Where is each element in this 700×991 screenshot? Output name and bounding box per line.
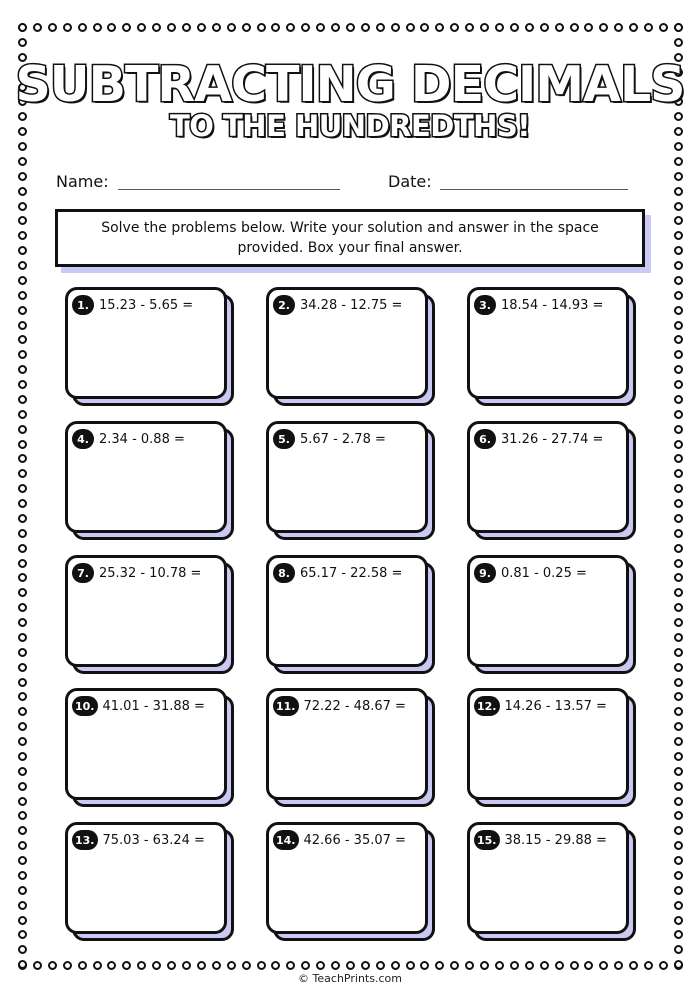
border-dot: [406, 23, 415, 32]
border-dot: [18, 350, 27, 359]
border-dot: [674, 454, 683, 463]
problem-number-badge: 3.: [474, 295, 496, 315]
border-dot: [18, 469, 27, 478]
border-dot: [18, 811, 27, 820]
problem-number-badge: 10.: [72, 696, 98, 716]
problem-number-badge: 6.: [474, 429, 496, 449]
border-dot: [331, 23, 340, 32]
border-dot: [18, 202, 27, 211]
border-dot: [18, 276, 27, 285]
border-dot: [674, 648, 683, 657]
problem-header: [273, 429, 386, 449]
answer-box[interactable]: [467, 421, 629, 533]
problem-number-badge: 4.: [72, 429, 94, 449]
border-dot: [674, 410, 683, 419]
worksheet-title: SUBTRACTING DECIMALS: [15, 56, 685, 113]
border-dot: [674, 514, 683, 523]
border-dot: [18, 157, 27, 166]
border-dot: [674, 930, 683, 939]
border-dot: [570, 23, 579, 32]
border-dot: [674, 187, 683, 196]
border-dot: [674, 707, 683, 716]
answer-box[interactable]: [266, 421, 428, 533]
border-dot: [674, 335, 683, 344]
problem-header: [72, 295, 193, 315]
border-dot: [674, 767, 683, 776]
answer-box[interactable]: [266, 555, 428, 667]
border-dot: [18, 618, 27, 627]
border-dot: [540, 961, 549, 970]
border-dot: [18, 960, 27, 969]
border-dot: [18, 38, 27, 47]
border-dot: [346, 23, 355, 32]
problem-header: [72, 696, 205, 716]
border-dot: [137, 23, 146, 32]
problem-header: [273, 830, 406, 850]
date-label: Date:: [388, 172, 432, 191]
border-dot: [614, 23, 623, 32]
border-dot: [18, 678, 27, 687]
border-dot: [152, 961, 161, 970]
problem-number-badge: 13.: [72, 830, 98, 850]
problem-card: [65, 421, 235, 541]
border-dot: [18, 425, 27, 434]
border-dot: [18, 261, 27, 270]
border-dot: [674, 945, 683, 954]
problem-card: [65, 287, 235, 407]
problem-expression: 42.66 - 35.07 =: [303, 832, 406, 848]
border-dot: [18, 335, 27, 344]
border-dot: [480, 961, 489, 970]
border-dot: [629, 23, 638, 32]
border-dot: [18, 23, 27, 32]
border-dot: [674, 440, 683, 449]
border-dot: [33, 961, 42, 970]
instructions-box: [55, 209, 645, 267]
border-dot: [301, 961, 310, 970]
problem-card: [467, 822, 637, 942]
problem-number-badge: 15.: [474, 830, 500, 850]
border-dot: [629, 961, 638, 970]
border-dot: [584, 961, 593, 970]
border-dot: [122, 23, 131, 32]
border-dot: [18, 633, 27, 642]
problem-expression: 18.54 - 14.93 =: [501, 297, 604, 313]
problem-expression: 0.81 - 0.25 =: [501, 565, 587, 581]
problem-expression: 72.22 - 48.67 =: [303, 698, 406, 714]
problem-header: [273, 295, 402, 315]
problem-header: [273, 696, 406, 716]
border-dot: [674, 811, 683, 820]
border-dot: [480, 23, 489, 32]
border-dot: [18, 410, 27, 419]
border-dot: [674, 559, 683, 568]
problem-header: [474, 563, 587, 583]
border-dot: [570, 961, 579, 970]
answer-box[interactable]: [65, 287, 227, 399]
problem-card: [266, 421, 436, 541]
border-dot: [257, 961, 266, 970]
border-dot: [212, 23, 221, 32]
border-dot: [674, 276, 683, 285]
date-field[interactable]: [440, 189, 628, 190]
problem-expression: 65.17 - 22.58 =: [300, 565, 403, 581]
border-dot: [674, 216, 683, 225]
border-dot: [18, 231, 27, 240]
border-dot: [18, 767, 27, 776]
name-field[interactable]: [118, 189, 340, 190]
border-dot: [152, 23, 161, 32]
border-dot: [674, 618, 683, 627]
problem-header: [474, 295, 603, 315]
problem-card: [467, 421, 637, 541]
problem-expression: 14.26 - 13.57 =: [504, 698, 607, 714]
border-dot: [18, 484, 27, 493]
border-dot: [361, 23, 370, 32]
problem-expression: 41.01 - 31.88 =: [102, 698, 205, 714]
border-dot: [197, 961, 206, 970]
border-dot: [584, 23, 593, 32]
border-dot: [18, 187, 27, 196]
dotted-border-bottom: [18, 961, 683, 970]
border-dot: [18, 440, 27, 449]
border-dot: [167, 23, 176, 32]
answer-box[interactable]: [266, 822, 428, 934]
border-dot: [391, 23, 400, 32]
problem-number-badge: 1.: [72, 295, 94, 315]
border-dot: [18, 945, 27, 954]
border-dot: [18, 707, 27, 716]
border-dot: [674, 737, 683, 746]
border-dot: [137, 961, 146, 970]
border-dot: [18, 871, 27, 880]
border-dot: [18, 797, 27, 806]
border-dot: [674, 960, 683, 969]
border-dot: [227, 23, 236, 32]
border-dot: [674, 172, 683, 181]
border-dot: [18, 901, 27, 910]
border-dot: [107, 961, 116, 970]
border-dot: [450, 961, 459, 970]
border-dot: [18, 856, 27, 865]
problem-number-badge: 7.: [72, 563, 94, 583]
border-dot: [122, 961, 131, 970]
border-dot: [674, 202, 683, 211]
border-dot: [674, 886, 683, 895]
border-dot: [63, 23, 72, 32]
problem-header: [72, 830, 205, 850]
problem-card: [65, 555, 235, 675]
border-dot: [271, 23, 280, 32]
problem-card: [65, 688, 235, 808]
border-dot: [18, 172, 27, 181]
border-dot: [286, 961, 295, 970]
answer-box[interactable]: [65, 421, 227, 533]
border-dot: [674, 692, 683, 701]
problem-header: [273, 563, 402, 583]
border-dot: [674, 722, 683, 731]
border-dot: [599, 23, 608, 32]
border-dot: [674, 841, 683, 850]
border-dot: [674, 380, 683, 389]
problem-expression: 25.32 - 10.78 =: [99, 565, 202, 581]
border-dot: [257, 23, 266, 32]
border-dot: [18, 737, 27, 746]
answer-box[interactable]: [467, 822, 629, 934]
border-dot: [644, 961, 653, 970]
answer-box[interactable]: [65, 555, 227, 667]
border-dot: [674, 797, 683, 806]
problem-number-badge: 5.: [273, 429, 295, 449]
border-dot: [18, 588, 27, 597]
border-dot: [78, 23, 87, 32]
copyright-footer: © TeachPrints.com: [298, 972, 402, 985]
border-dot: [420, 961, 429, 970]
border-dot: [63, 961, 72, 970]
border-dot: [18, 544, 27, 553]
border-dot: [674, 261, 683, 270]
problem-expression: 34.28 - 12.75 =: [300, 297, 403, 313]
border-dot: [18, 365, 27, 374]
border-dot: [18, 722, 27, 731]
border-dot: [376, 961, 385, 970]
border-dot: [182, 961, 191, 970]
border-dot: [18, 514, 27, 523]
problem-number-badge: 2.: [273, 295, 295, 315]
border-dot: [659, 961, 668, 970]
border-dot: [674, 350, 683, 359]
border-dot: [525, 961, 534, 970]
border-dot: [674, 231, 683, 240]
border-dot: [659, 23, 668, 32]
border-dot: [316, 961, 325, 970]
problem-card: [467, 688, 637, 808]
border-dot: [18, 663, 27, 672]
problem-header: [474, 830, 607, 850]
answer-box[interactable]: [467, 555, 629, 667]
problem-card: [467, 287, 637, 407]
border-dot: [18, 782, 27, 791]
border-dot: [674, 529, 683, 538]
border-dot: [18, 826, 27, 835]
border-dot: [674, 365, 683, 374]
problem-header: [72, 563, 201, 583]
border-dot: [510, 961, 519, 970]
border-dot: [48, 961, 57, 970]
border-dot: [271, 961, 280, 970]
border-dot: [674, 603, 683, 612]
problem-number-badge: 14.: [273, 830, 299, 850]
border-dot: [346, 961, 355, 970]
problem-expression: 2.34 - 0.88 =: [99, 431, 185, 447]
border-dot: [361, 961, 370, 970]
instructions-text: Solve the problems below. Write your solution and answer in the space provided. Box your final answer.: [101, 220, 599, 256]
border-dot: [242, 961, 251, 970]
border-dot: [644, 23, 653, 32]
border-dot: [674, 291, 683, 300]
dotted-border-right: [674, 23, 683, 970]
worksheet-subtitle: TO THE HUNDREDTHS!: [169, 109, 531, 143]
border-dot: [197, 23, 206, 32]
name-label: Name:: [56, 172, 109, 191]
answer-box[interactable]: [467, 287, 629, 399]
border-dot: [18, 573, 27, 582]
border-dot: [420, 23, 429, 32]
border-dot: [107, 23, 116, 32]
border-dot: [674, 425, 683, 434]
dotted-border-top: [18, 23, 683, 32]
border-dot: [391, 961, 400, 970]
border-dot: [674, 544, 683, 553]
border-dot: [18, 499, 27, 508]
border-dot: [674, 916, 683, 925]
problem-expression: 5.67 - 2.78 =: [300, 431, 386, 447]
border-dot: [18, 395, 27, 404]
border-dot: [614, 961, 623, 970]
problem-card: [65, 822, 235, 942]
problem-header: [72, 429, 185, 449]
border-dot: [674, 499, 683, 508]
border-dot: [435, 23, 444, 32]
problem-number-badge: 9.: [474, 563, 496, 583]
border-dot: [465, 961, 474, 970]
border-dot: [510, 23, 519, 32]
border-dot: [674, 469, 683, 478]
border-dot: [167, 961, 176, 970]
answer-box[interactable]: [266, 688, 428, 800]
border-dot: [495, 23, 504, 32]
border-dot: [674, 573, 683, 582]
border-dot: [674, 38, 683, 47]
border-dot: [674, 395, 683, 404]
border-dot: [674, 23, 683, 32]
border-dot: [18, 752, 27, 761]
answer-box[interactable]: [65, 688, 227, 800]
border-dot: [18, 648, 27, 657]
border-dot: [18, 692, 27, 701]
border-dot: [465, 23, 474, 32]
border-dot: [18, 454, 27, 463]
problem-number-badge: 11.: [273, 696, 299, 716]
problem-expression: 75.03 - 63.24 =: [102, 832, 205, 848]
border-dot: [18, 321, 27, 330]
border-dot: [18, 306, 27, 315]
border-dot: [18, 216, 27, 225]
border-dot: [33, 23, 42, 32]
border-dot: [674, 246, 683, 255]
problem-header: [474, 696, 607, 716]
border-dot: [18, 930, 27, 939]
problem-header: [474, 429, 603, 449]
border-dot: [450, 23, 459, 32]
problem-expression: 31.26 - 27.74 =: [501, 431, 604, 447]
answer-box[interactable]: [467, 688, 629, 800]
border-dot: [674, 663, 683, 672]
problem-number-badge: 8.: [273, 563, 295, 583]
problem-card: [266, 822, 436, 942]
border-dot: [18, 380, 27, 389]
border-dot: [286, 23, 295, 32]
border-dot: [674, 678, 683, 687]
border-dot: [18, 291, 27, 300]
problem-card: [467, 555, 637, 675]
border-dot: [674, 588, 683, 597]
border-dot: [674, 856, 683, 865]
border-dot: [674, 826, 683, 835]
border-dot: [435, 961, 444, 970]
dotted-border-left: [18, 23, 27, 970]
problem-number-badge: 12.: [474, 696, 500, 716]
border-dot: [18, 916, 27, 925]
problem-card: [266, 555, 436, 675]
border-dot: [93, 961, 102, 970]
border-dot: [182, 23, 191, 32]
border-dot: [48, 23, 57, 32]
border-dot: [406, 961, 415, 970]
problem-card: [266, 287, 436, 407]
border-dot: [301, 23, 310, 32]
border-dot: [18, 841, 27, 850]
border-dot: [674, 306, 683, 315]
border-dot: [18, 603, 27, 612]
border-dot: [599, 961, 608, 970]
problem-expression: 15.23 - 5.65 =: [99, 297, 194, 313]
border-dot: [555, 23, 564, 32]
border-dot: [495, 961, 504, 970]
border-dot: [540, 23, 549, 32]
border-dot: [674, 633, 683, 642]
border-dot: [674, 782, 683, 791]
border-dot: [674, 752, 683, 761]
border-dot: [674, 901, 683, 910]
border-dot: [525, 23, 534, 32]
border-dot: [78, 961, 87, 970]
border-dot: [212, 961, 221, 970]
border-dot: [674, 871, 683, 880]
problem-card: [266, 688, 436, 808]
border-dot: [316, 23, 325, 32]
border-dot: [674, 321, 683, 330]
border-dot: [18, 886, 27, 895]
border-dot: [242, 23, 251, 32]
border-dot: [18, 246, 27, 255]
border-dot: [93, 23, 102, 32]
border-dot: [555, 961, 564, 970]
problem-expression: 38.15 - 29.88 =: [504, 832, 607, 848]
border-dot: [18, 529, 27, 538]
border-dot: [18, 559, 27, 568]
border-dot: [674, 484, 683, 493]
border-dot: [376, 23, 385, 32]
border-dot: [674, 157, 683, 166]
answer-box[interactable]: [266, 287, 428, 399]
border-dot: [331, 961, 340, 970]
answer-box[interactable]: [65, 822, 227, 934]
border-dot: [227, 961, 236, 970]
